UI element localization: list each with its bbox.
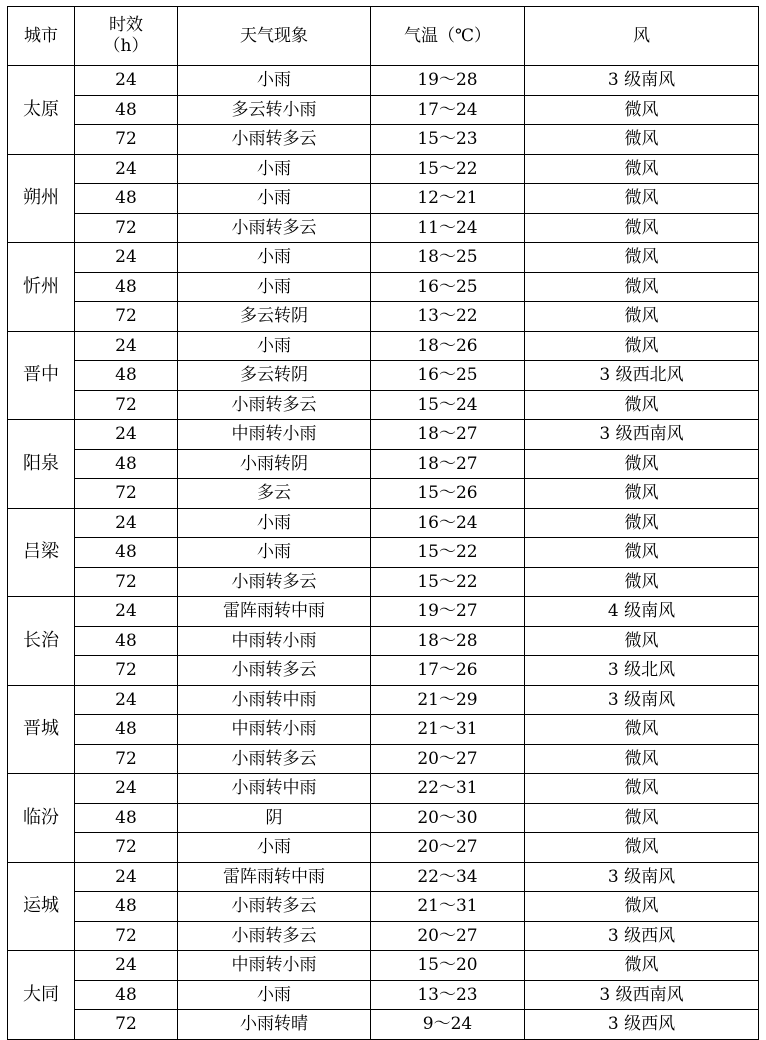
temp-cell: 15～26 [371,479,525,509]
wind-cell: 微风 [525,213,759,243]
hours-cell: 48 [75,538,178,568]
wind-cell: 微风 [525,390,759,420]
temp-cell: 13～22 [371,302,525,332]
hours-cell: 72 [75,125,178,155]
weather-cell: 中雨转小雨 [178,626,371,656]
temp-cell: 21～29 [371,685,525,715]
wind-cell: 3 级西南风 [525,420,759,450]
weather-cell: 小雨转多云 [178,892,371,922]
wind-cell: 3 级南风 [525,862,759,892]
weather-cell: 小雨转多云 [178,744,371,774]
hours-cell: 24 [75,774,178,804]
temp-cell: 19～28 [371,66,525,96]
wind-cell: 微风 [525,538,759,568]
temp-cell: 15～22 [371,538,525,568]
temp-cell: 15～24 [371,390,525,420]
weather-cell: 小雨 [178,66,371,96]
wind-cell: 微风 [525,449,759,479]
table-row [8,420,759,450]
header-hours-line2: （h） [103,36,149,56]
wind-cell: 微风 [525,715,759,745]
wind-cell: 3 级北风 [525,656,759,686]
weather-cell: 小雨转阴 [178,449,371,479]
temp-cell: 17～24 [371,95,525,125]
table-row [8,390,759,420]
wind-cell: 微风 [525,243,759,273]
temp-cell: 19～27 [371,597,525,627]
city-cell: 忻州 [8,243,75,332]
wind-cell: 3 级南风 [525,66,759,96]
table-row [8,361,759,391]
hours-cell: 72 [75,567,178,597]
hours-cell: 72 [75,479,178,509]
wind-cell: 微风 [525,154,759,184]
hours-cell: 24 [75,862,178,892]
table-row [8,567,759,597]
table-row [8,833,759,863]
weather-cell: 小雨转多云 [178,656,371,686]
city-cell: 晋城 [8,685,75,774]
header-row [8,7,759,66]
hours-cell: 24 [75,243,178,273]
weather-cell: 小雨转多云 [178,921,371,951]
wind-cell: 微风 [525,95,759,125]
city-cell: 大同 [8,951,75,1040]
temp-cell: 16～24 [371,508,525,538]
weather-cell: 雷阵雨转中雨 [178,597,371,627]
table-row [8,862,759,892]
hours-cell: 24 [75,420,178,450]
temp-cell: 18～25 [371,243,525,273]
temp-cell: 22～31 [371,774,525,804]
weather-cell: 小雨转多云 [178,567,371,597]
city-cell: 太原 [8,66,75,155]
table-row [8,951,759,981]
temp-cell: 15～22 [371,154,525,184]
table-row [8,1010,759,1040]
wind-cell: 3 级西风 [525,1010,759,1040]
temp-cell: 18～26 [371,331,525,361]
wind-cell: 微风 [525,479,759,509]
weather-cell: 小雨转中雨 [178,774,371,804]
table-row [8,331,759,361]
city-cell: 临汾 [8,774,75,863]
table-row [8,154,759,184]
weather-cell: 小雨转晴 [178,1010,371,1040]
table-row [8,538,759,568]
wind-cell: 微风 [525,272,759,302]
hours-cell: 24 [75,154,178,184]
weather-cell: 中雨转小雨 [178,951,371,981]
weather-cell: 小雨 [178,508,371,538]
weather-cell: 小雨 [178,184,371,214]
hours-cell: 48 [75,715,178,745]
table-row [8,479,759,509]
weather-cell: 中雨转小雨 [178,420,371,450]
hours-cell: 72 [75,1010,178,1040]
wind-cell: 微风 [525,892,759,922]
temp-cell: 16～25 [371,361,525,391]
temp-cell: 20～27 [371,744,525,774]
weather-cell: 多云转阴 [178,361,371,391]
hours-cell: 48 [75,272,178,302]
header-city: 城市 [8,7,75,66]
hours-cell: 24 [75,331,178,361]
hours-cell: 24 [75,685,178,715]
table-header [8,7,759,66]
table-row [8,774,759,804]
weather-cell: 小雨 [178,272,371,302]
table-row [8,597,759,627]
hours-cell: 48 [75,449,178,479]
table-row [8,508,759,538]
temp-cell: 12～21 [371,184,525,214]
temp-cell: 20～27 [371,921,525,951]
hours-cell: 72 [75,833,178,863]
wind-cell: 微风 [525,774,759,804]
hours-cell: 48 [75,184,178,214]
weather-cell: 小雨 [178,538,371,568]
table-row [8,656,759,686]
header-weather: 天气现象 [178,7,371,66]
table-body [8,66,759,1040]
weather-cell: 小雨 [178,331,371,361]
wind-cell: 微风 [525,803,759,833]
weather-cell: 小雨 [178,243,371,273]
wind-cell: 3 级西南风 [525,980,759,1010]
wind-cell: 微风 [525,951,759,981]
hours-cell: 72 [75,390,178,420]
weather-cell: 小雨转中雨 [178,685,371,715]
hours-cell: 48 [75,980,178,1010]
table-row [8,744,759,774]
wind-cell: 微风 [525,302,759,332]
temp-cell: 11～24 [371,213,525,243]
table-row [8,302,759,332]
temp-cell: 9～24 [371,1010,525,1040]
hours-cell: 24 [75,508,178,538]
weather-cell: 小雨 [178,980,371,1010]
hours-cell: 72 [75,656,178,686]
hours-cell: 72 [75,921,178,951]
table-row [8,715,759,745]
weather-cell: 小雨转多云 [178,213,371,243]
wind-cell: 微风 [525,331,759,361]
hours-cell: 72 [75,744,178,774]
table-row [8,921,759,951]
city-cell: 晋中 [8,331,75,420]
temp-cell: 16～25 [371,272,525,302]
weather-cell: 雷阵雨转中雨 [178,862,371,892]
header-hours [75,7,178,66]
city-cell: 运城 [8,862,75,951]
table-row [8,626,759,656]
wind-cell: 微风 [525,567,759,597]
hours-cell: 72 [75,213,178,243]
city-cell: 阳泉 [8,420,75,509]
temp-cell: 15～20 [371,951,525,981]
table-row [8,449,759,479]
wind-cell: 4 级南风 [525,597,759,627]
table-row [8,213,759,243]
table-row [8,980,759,1010]
table-row [8,125,759,155]
forecast-table-wrapper [7,6,759,1040]
wind-cell: 微风 [525,184,759,214]
temp-cell: 17～26 [371,656,525,686]
hours-cell: 48 [75,361,178,391]
wind-cell: 3 级西风 [525,921,759,951]
wind-cell: 3 级南风 [525,685,759,715]
wind-cell: 微风 [525,833,759,863]
weather-cell: 小雨 [178,154,371,184]
weather-cell: 小雨 [178,833,371,863]
weather-cell: 阴 [178,803,371,833]
temp-cell: 13～23 [371,980,525,1010]
header-temp: 气温（℃） [371,7,525,66]
weather-cell: 小雨转多云 [178,390,371,420]
hours-cell: 48 [75,626,178,656]
temp-cell: 21～31 [371,892,525,922]
weather-cell: 小雨转多云 [178,125,371,155]
city-cell: 朔州 [8,154,75,243]
weather-cell: 多云 [178,479,371,509]
header-wind: 风 [525,7,759,66]
table-row [8,184,759,214]
wind-cell: 微风 [525,626,759,656]
city-cell: 长治 [8,597,75,686]
temp-cell: 18～27 [371,449,525,479]
wind-cell: 微风 [525,744,759,774]
hours-cell: 48 [75,95,178,125]
hours-cell: 24 [75,597,178,627]
temp-cell: 18～28 [371,626,525,656]
wind-cell: 微风 [525,508,759,538]
city-cell: 吕梁 [8,508,75,597]
table-row [8,66,759,96]
wind-cell: 微风 [525,125,759,155]
forecast-table [7,6,759,1040]
wind-cell: 3 级西北风 [525,361,759,391]
header-hours-line1: 时效 [109,15,143,35]
weather-cell: 中雨转小雨 [178,715,371,745]
table-row [8,892,759,922]
temp-cell: 15～23 [371,125,525,155]
hours-cell: 48 [75,803,178,833]
temp-cell: 22～34 [371,862,525,892]
hours-cell: 48 [75,892,178,922]
table-row [8,272,759,302]
hours-cell: 24 [75,951,178,981]
temp-cell: 18～27 [371,420,525,450]
temp-cell: 21～31 [371,715,525,745]
weather-cell: 多云转阴 [178,302,371,332]
weather-cell: 多云转小雨 [178,95,371,125]
temp-cell: 20～27 [371,833,525,863]
temp-cell: 15～22 [371,567,525,597]
table-row [8,95,759,125]
hours-cell: 72 [75,302,178,332]
table-row [8,243,759,273]
hours-cell: 24 [75,66,178,96]
temp-cell: 20～30 [371,803,525,833]
table-row [8,685,759,715]
table-row [8,803,759,833]
